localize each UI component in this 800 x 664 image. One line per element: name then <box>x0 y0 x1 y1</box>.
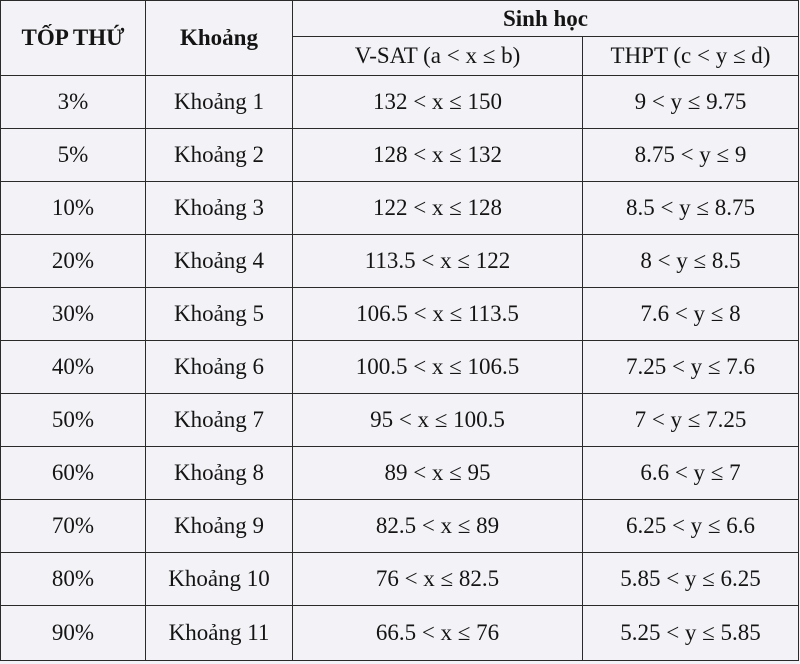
cell-vsat: 82.5 < x ≤ 89 <box>293 500 583 553</box>
cell-vsat: 76 < x ≤ 82.5 <box>293 553 583 606</box>
cell-rank: 50% <box>1 394 146 447</box>
cell-rank: 3% <box>1 76 146 129</box>
header-row-top <box>1 1 799 37</box>
cell-rank: 40% <box>1 341 146 394</box>
cell-vsat: 66.5 < x ≤ 76 <box>293 606 583 661</box>
table-row <box>1 394 799 447</box>
cell-thpt: 8.5 < y ≤ 8.75 <box>583 182 799 235</box>
cell-thpt: 5.85 < y ≤ 6.25 <box>583 553 799 606</box>
table-row <box>1 129 799 182</box>
cell-thpt: 7 < y ≤ 7.25 <box>583 394 799 447</box>
cell-vsat: 113.5 < x ≤ 122 <box>293 235 583 288</box>
cell-range: Khoảng 8 <box>146 447 293 500</box>
table-header <box>1 1 799 76</box>
table-body <box>1 76 799 661</box>
cell-rank: 90% <box>1 606 146 661</box>
cell-range: Khoảng 3 <box>146 182 293 235</box>
table-row <box>1 235 799 288</box>
cell-range: Khoảng 10 <box>146 553 293 606</box>
table-row <box>1 447 799 500</box>
header-range: Khoảng <box>146 1 293 76</box>
cell-thpt: 8.75 < y ≤ 9 <box>583 129 799 182</box>
cell-thpt: 5.25 < y ≤ 5.85 <box>583 606 799 661</box>
cell-vsat: 128 < x ≤ 132 <box>293 129 583 182</box>
table-row <box>1 553 799 606</box>
table-row <box>1 76 799 129</box>
cell-thpt: 9 < y ≤ 9.75 <box>583 76 799 129</box>
cell-thpt: 7.6 < y ≤ 8 <box>583 288 799 341</box>
cell-rank: 30% <box>1 288 146 341</box>
cell-thpt: 6.6 < y ≤ 7 <box>583 447 799 500</box>
header-vsat: V-SAT (a < x ≤ b) <box>293 37 583 76</box>
cell-range: Khoảng 2 <box>146 129 293 182</box>
table-row <box>1 500 799 553</box>
cell-rank: 70% <box>1 500 146 553</box>
cell-range: Khoảng 5 <box>146 288 293 341</box>
table-row <box>1 341 799 394</box>
cell-range: Khoảng 4 <box>146 235 293 288</box>
cell-rank: 5% <box>1 129 146 182</box>
cell-range: Khoảng 9 <box>146 500 293 553</box>
cell-vsat: 100.5 < x ≤ 106.5 <box>293 341 583 394</box>
cell-vsat: 122 < x ≤ 128 <box>293 182 583 235</box>
cell-range: Khoảng 11 <box>146 606 293 661</box>
cell-thpt: 6.25 < y ≤ 6.6 <box>583 500 799 553</box>
cell-rank: 10% <box>1 182 146 235</box>
cell-thpt: 7.25 < y ≤ 7.6 <box>583 341 799 394</box>
cell-thpt: 8 < y ≤ 8.5 <box>583 235 799 288</box>
table-row <box>1 606 799 661</box>
cell-rank: 60% <box>1 447 146 500</box>
cell-range: Khoảng 1 <box>146 76 293 129</box>
cell-range: Khoảng 6 <box>146 341 293 394</box>
cell-vsat: 132 < x ≤ 150 <box>293 76 583 129</box>
header-subject: Sinh học <box>293 1 799 37</box>
table-row <box>1 288 799 341</box>
cell-range: Khoảng 7 <box>146 394 293 447</box>
cell-vsat: 95 < x ≤ 100.5 <box>293 394 583 447</box>
header-thpt: THPT (c < y ≤ d) <box>583 37 799 76</box>
cell-rank: 80% <box>1 553 146 606</box>
cell-vsat: 89 < x ≤ 95 <box>293 447 583 500</box>
cell-vsat: 106.5 < x ≤ 113.5 <box>293 288 583 341</box>
table-row <box>1 182 799 235</box>
cell-rank: 20% <box>1 235 146 288</box>
header-rank: TỐP THỨ <box>1 1 146 76</box>
